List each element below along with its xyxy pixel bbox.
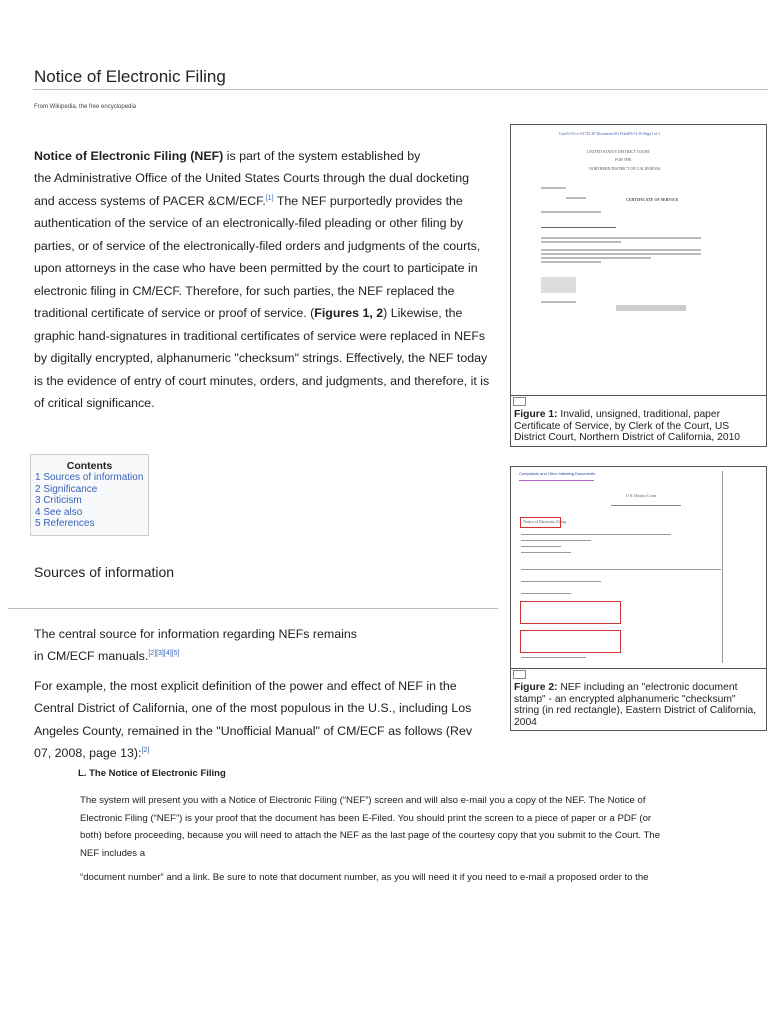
text: in CM/ECF manuals. bbox=[34, 649, 149, 663]
doc-court: FOR THE bbox=[615, 157, 632, 162]
toc-item-criticism[interactable]: 3 Criticism bbox=[35, 495, 82, 506]
article-subject: Notice of Electronic Filing (NEF) bbox=[34, 149, 224, 163]
text: and access systems of PACER &CM/ECF. bbox=[34, 194, 266, 208]
text: electronic filing in CM/ECF. Therefore, for such parties, the NEF replaced the bbox=[34, 284, 455, 298]
caption-text: Invalid, unsigned, traditional, paper Certificate of Service, by Clerk of the Court, US District Court, Northern District of California, 2010 bbox=[514, 409, 741, 443]
figure-1-caption bbox=[511, 407, 766, 446]
expand-icon[interactable] bbox=[513, 397, 526, 406]
text: Central District of California, one of the most populous in the U.S., including Los bbox=[34, 701, 472, 715]
doc-title: CERTIFICATE OF SERVICE bbox=[626, 197, 679, 202]
text: traditional certificate of service or proof of service. ( bbox=[34, 306, 315, 320]
figure-2-caption bbox=[511, 680, 766, 730]
text: graphic hand-signatures in traditional certificates of service were replaced in NEFs bbox=[34, 329, 486, 343]
caption-label: Figure 2: bbox=[514, 682, 558, 693]
doc-court: U.S. District Court bbox=[626, 493, 657, 498]
text: is the evidence of entry of court minutes, orders, and judgments, and therefore, it is bbox=[34, 374, 490, 388]
nef-image[interactable] bbox=[511, 467, 766, 669]
text: by digitally encrypted, alphanumeric "checksum" strings. Effectively, the NEF today bbox=[34, 351, 488, 365]
page-title: Notice of Electronic Filing bbox=[34, 67, 226, 86]
text: Angeles County, remained in the "Unofficial Manual" of CM/ECF as follows (Rev bbox=[34, 724, 473, 738]
quote-line: Electronic Filing (“NEF”) is your proof that the document has been E-Filed. You should print the screen to a piece of paper or a PDF (or bbox=[80, 813, 652, 824]
text: the Administrative Office of the United States Courts through the dual docketing bbox=[34, 171, 470, 185]
caption-text: NEF including an "electronic document stamp" - an encrypted alphanumeric "checksum" string (in red rectangle), Eastern District of California, 2004 bbox=[514, 682, 757, 728]
text: 07, 2008, page 13): bbox=[34, 746, 142, 760]
page-subtitle: From Wikipedia, the free encyclopedia bbox=[34, 104, 137, 110]
doc-header: Complaints and Other Initiating Documents bbox=[519, 471, 596, 476]
reference-link[interactable]: [1] bbox=[265, 195, 274, 202]
quote-line: The system will present you with a Notice of Electronic Filing (“NEF”) screen and will also e-mail you a copy of the NEF. The Notice of bbox=[80, 795, 646, 806]
doc-court: UNITED STATES DISTRICT COURT bbox=[587, 149, 651, 154]
text: ) Likewise, the bbox=[383, 306, 463, 320]
section-divider bbox=[8, 608, 498, 609]
toc-heading: Contents bbox=[66, 460, 113, 472]
title-divider bbox=[33, 89, 768, 90]
quote-line: both) before proceeding, because you will need to attach the NEF as the last page of the courtesy copy that you submit to the Court. The bbox=[80, 830, 661, 841]
expand-icon[interactable] bbox=[513, 670, 526, 679]
figure-1 bbox=[510, 124, 767, 447]
toc-item-significance[interactable]: 2 Significance bbox=[35, 483, 98, 495]
doc-court: NORTHERN DISTRICT OF CALIFORNIA bbox=[589, 166, 661, 171]
reference-link[interactable]: [2] bbox=[141, 747, 150, 754]
stamp-box bbox=[520, 630, 621, 653]
figures-ref: Figures 1, 2 bbox=[314, 306, 384, 320]
toc-item-references[interactable]: 5 References bbox=[35, 518, 95, 529]
doc-header: Case5:10-cv-01725-JF Document101 Filed05/11/10 Page1 of 1 bbox=[559, 131, 661, 136]
doc-label: Notice of Electronic Filing bbox=[523, 519, 566, 524]
quote-heading: L. The Notice of Electronic Filing bbox=[78, 768, 226, 779]
toc-item-sources[interactable]: 1 Sources of information bbox=[35, 472, 144, 483]
text: of critical significance. bbox=[34, 396, 155, 410]
text: is part of the system established by bbox=[223, 149, 421, 163]
text: upon attorneys in the case who have been permitted by the court to participate in bbox=[34, 261, 478, 275]
reference-links[interactable]: [2][3][4][5] bbox=[148, 650, 180, 657]
caption-label: Figure 1: bbox=[514, 409, 558, 420]
figure-2 bbox=[510, 466, 767, 731]
text: For example, the most explicit definition of the power and effect of NEF in the bbox=[34, 679, 457, 693]
quote-line: “document number” and a link. Be sure to note that document number, as you will need it if you need to e-mail a proposed order to the bbox=[80, 872, 649, 883]
table-of-contents bbox=[30, 454, 149, 536]
text: The NEF purportedly provides the bbox=[273, 194, 463, 208]
section-heading: Sources of information bbox=[34, 564, 175, 580]
text: parties, or of service of the electronically-filed orders and judgments of the courts, bbox=[34, 239, 481, 253]
stamp-box bbox=[520, 601, 621, 624]
certificate-of-service-image[interactable] bbox=[511, 125, 766, 396]
quote-line: NEF includes a bbox=[80, 848, 146, 859]
toc-item-see-also[interactable]: 4 See also bbox=[35, 506, 83, 518]
text: authentication of the service of an electronically-filed pleading or other filing by bbox=[34, 216, 464, 230]
text: The central source for information regarding NEFs remains bbox=[34, 627, 357, 641]
